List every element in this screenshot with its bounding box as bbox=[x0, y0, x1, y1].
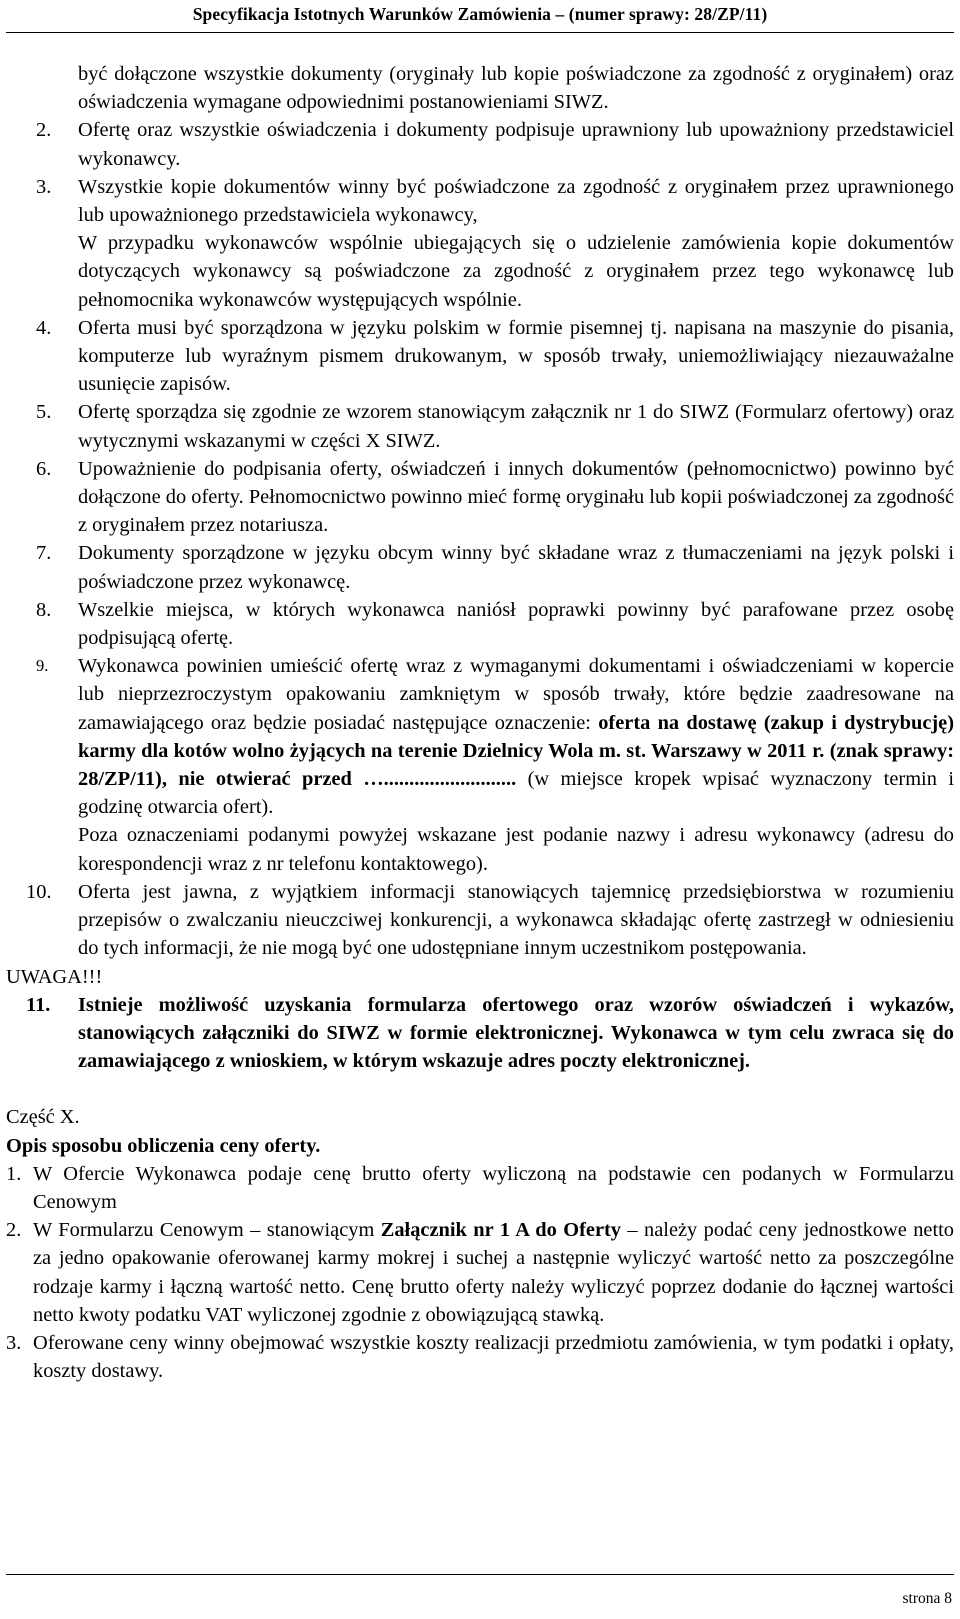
item-text: Dokumenty sporządzone w języku obcym winny być składane wraz z tłumaczeniami na język polski i poświadczone przez wykonawcę. bbox=[78, 542, 954, 593]
page-number: strona 8 bbox=[902, 1590, 952, 1607]
page-header: Specyfikacja Istotnych Warunków Zamówienia – (numer sprawy: 28/ZP/11) bbox=[192, 4, 768, 24]
item-number: 10. bbox=[26, 880, 52, 903]
item-number: 2. bbox=[36, 119, 52, 142]
envelope-marking: oferta na dostawę (zakup i dystrybucję) karmy dla kotów wolno żyjących na terenie Dzielnicy Wola m. st. Warszawy w 2011 r. (znak sprawy: 28/ZP/11), nie otwierać przed ….......................... bbox=[78, 711, 955, 791]
item-number: 8. bbox=[36, 598, 52, 621]
item-text-note: Poza oznaczeniami podanymi powyżej wskazane jest podanie nazwy i adresu wykonawcy (adresu do korespondencji wraz z nr telefonu kontaktowego). bbox=[78, 824, 954, 875]
warning-label: UWAGA!!! bbox=[6, 965, 103, 988]
item-text: Oferta jest jawna, z wyjątkiem informacji stanowiących tajemnicę przedsiębiorstwa w rozumieniu przepisów o zwalczaniu nieuczciwej konkurencji, a wykonawca składając ofertę zastrzegł w odniesieniu do tych informacji, że nie mogą być one udostępniane innym uczestnikom postępowania. bbox=[78, 880, 954, 960]
section-item-1 bbox=[6, 1160, 954, 1216]
list-item-4 bbox=[36, 314, 954, 399]
footer-divider bbox=[6, 1574, 954, 1575]
item-text: Upoważnienie do podpisania oferty, oświadczeń i innych dokumentów (pełnomocnictwo) powinno być dołączone do oferty. Pełnomocnictwo powinno mieć formę oryginału lub kopii poświadczonej za zgodność z oryginałem przez notariusza. bbox=[78, 457, 954, 537]
list-item-5 bbox=[36, 398, 954, 454]
item-number: 3. bbox=[6, 1331, 22, 1354]
item-number: 6. bbox=[36, 457, 52, 480]
item-number: 2. bbox=[6, 1219, 22, 1242]
item-text: Wszystkie kopie dokumentów winny być poświadczone za zgodność z oryginałem przez uprawnionego lub upoważnionego przedstawiciela wykonawcy, bbox=[78, 175, 954, 227]
list-item-9 bbox=[36, 652, 955, 878]
item-text: Oferta musi być sporządzona w języku polskim w formie pisemnej tj. napisana na maszynie do pisania, komputerze lub wyraźnym pismem drukowanym, w sposób trwały, uniemożliwiający niezauważalne usunięcie zapisów. bbox=[78, 316, 954, 396]
list-item-10 bbox=[26, 878, 954, 963]
item-number: 5. bbox=[36, 401, 52, 424]
item-text: Ofertę sporządza się zgodnie ze wzorem stanowiącym załącznik nr 1 do SIWZ (Formularz ofertowy) oraz wytycznymi wskazanymi w części X SIWZ. bbox=[78, 401, 954, 452]
section-item-3 bbox=[6, 1329, 954, 1385]
item-text-continued: – należy podać ceny jednostkowe netto za jedno opakowanie oferowanej karmy mokrej i suchej a następnie wyliczyć wartość netto za poszczególne rodzaje karmy i łączną wartość netto. Cenę brutto oferty należy wyliczyć poprzez dodanie do łącznej wartości netto kwoty podatku VAT wyliczonej zgodnie z obowiązującą stawką. bbox=[33, 1219, 954, 1326]
section-item-2 bbox=[6, 1216, 954, 1329]
item-number: 4. bbox=[36, 316, 52, 339]
item-text: Wszelkie miejsca, w których wykonawca naniósł poprawki powinny być parafowane przez osobę podpisującą ofertę. bbox=[78, 598, 954, 650]
attachment-reference: Załącznik nr 1 A do Oferty bbox=[380, 1219, 621, 1242]
header-divider bbox=[6, 32, 954, 33]
intro-paragraph: być dołączone wszystkie dokumenty (oryginały lub kopie poświadczone za zgodność z oryginałem) oraz oświadczenia wymagane odpowiednimi postanowieniami SIWZ. bbox=[78, 63, 954, 114]
item-number: 7. bbox=[36, 542, 52, 565]
list-item-6 bbox=[36, 455, 954, 540]
item-text: W Formularzu Cenowym – stanowiącym bbox=[33, 1219, 381, 1242]
section-number: Część X. bbox=[6, 1106, 80, 1129]
item-number: 1. bbox=[6, 1162, 22, 1185]
section-title: Opis sposobu obliczenia ceny oferty. bbox=[6, 1134, 321, 1157]
list-item-3 bbox=[36, 173, 954, 314]
item-text-continued: (w miejsce kropek wpisać wyznaczony termin i godzinę otwarcia ofert). bbox=[78, 768, 954, 819]
spacer bbox=[0, 1075, 960, 1103]
item-text-continued: W przypadku wykonawców wspólnie ubiegających się o udzielenie zamówienia kopie dokumentów dotyczących wykonawcy są poświadczone za zgodność z oryginałem przez tego wykonawcę lub pełnomocnika wykonawców występujących wspólnie. bbox=[78, 232, 954, 311]
item-number: 11. bbox=[26, 993, 51, 1016]
item-text: Ofertę oraz wszystkie oświadczenia i dokumenty podpisuje uprawniony lub upoważniony przedstawiciel wykonawcy. bbox=[78, 119, 954, 170]
item-text: Oferowane ceny winny obejmować wszystkie koszty realizacji przedmiotu zamówienia, w tym podatki i opłaty, koszty dostawy. bbox=[33, 1331, 954, 1383]
list-item-7 bbox=[36, 539, 954, 595]
item-number: 9. bbox=[36, 656, 49, 676]
list-item-2 bbox=[36, 116, 954, 172]
item-text: W Ofercie Wykonawca podaje cenę brutto oferty wyliczoną na podstawie cen podanych w Formularzu Cenowym bbox=[33, 1162, 954, 1213]
list-item-8 bbox=[36, 596, 954, 652]
item-text: Wykonawca powinien umieścić ofertę wraz z wymaganymi dokumentami i oświadczeniami w kopercie lub nieprzezroczystym opakowaniu zamkniętym w sposób trwały, które będzie zaadresowane na zamawiającego oraz będzie posiadać następujące oznaczenie: bbox=[78, 655, 954, 734]
item-number: 3. bbox=[36, 175, 52, 198]
item-text: Istnieje możliwość uzyskania formularza ofertowego oraz wzorów oświadczeń i wykazów, stanowiących załączniki do SIWZ w formie elektronicznej. Wykonawca w tym celu zwraca się do zamawiającego z wnioskiem, w którym wskazuje adres poczty elektronicznej. bbox=[78, 993, 954, 1073]
document-body bbox=[0, 60, 960, 1385]
list-item-11 bbox=[26, 991, 954, 1076]
